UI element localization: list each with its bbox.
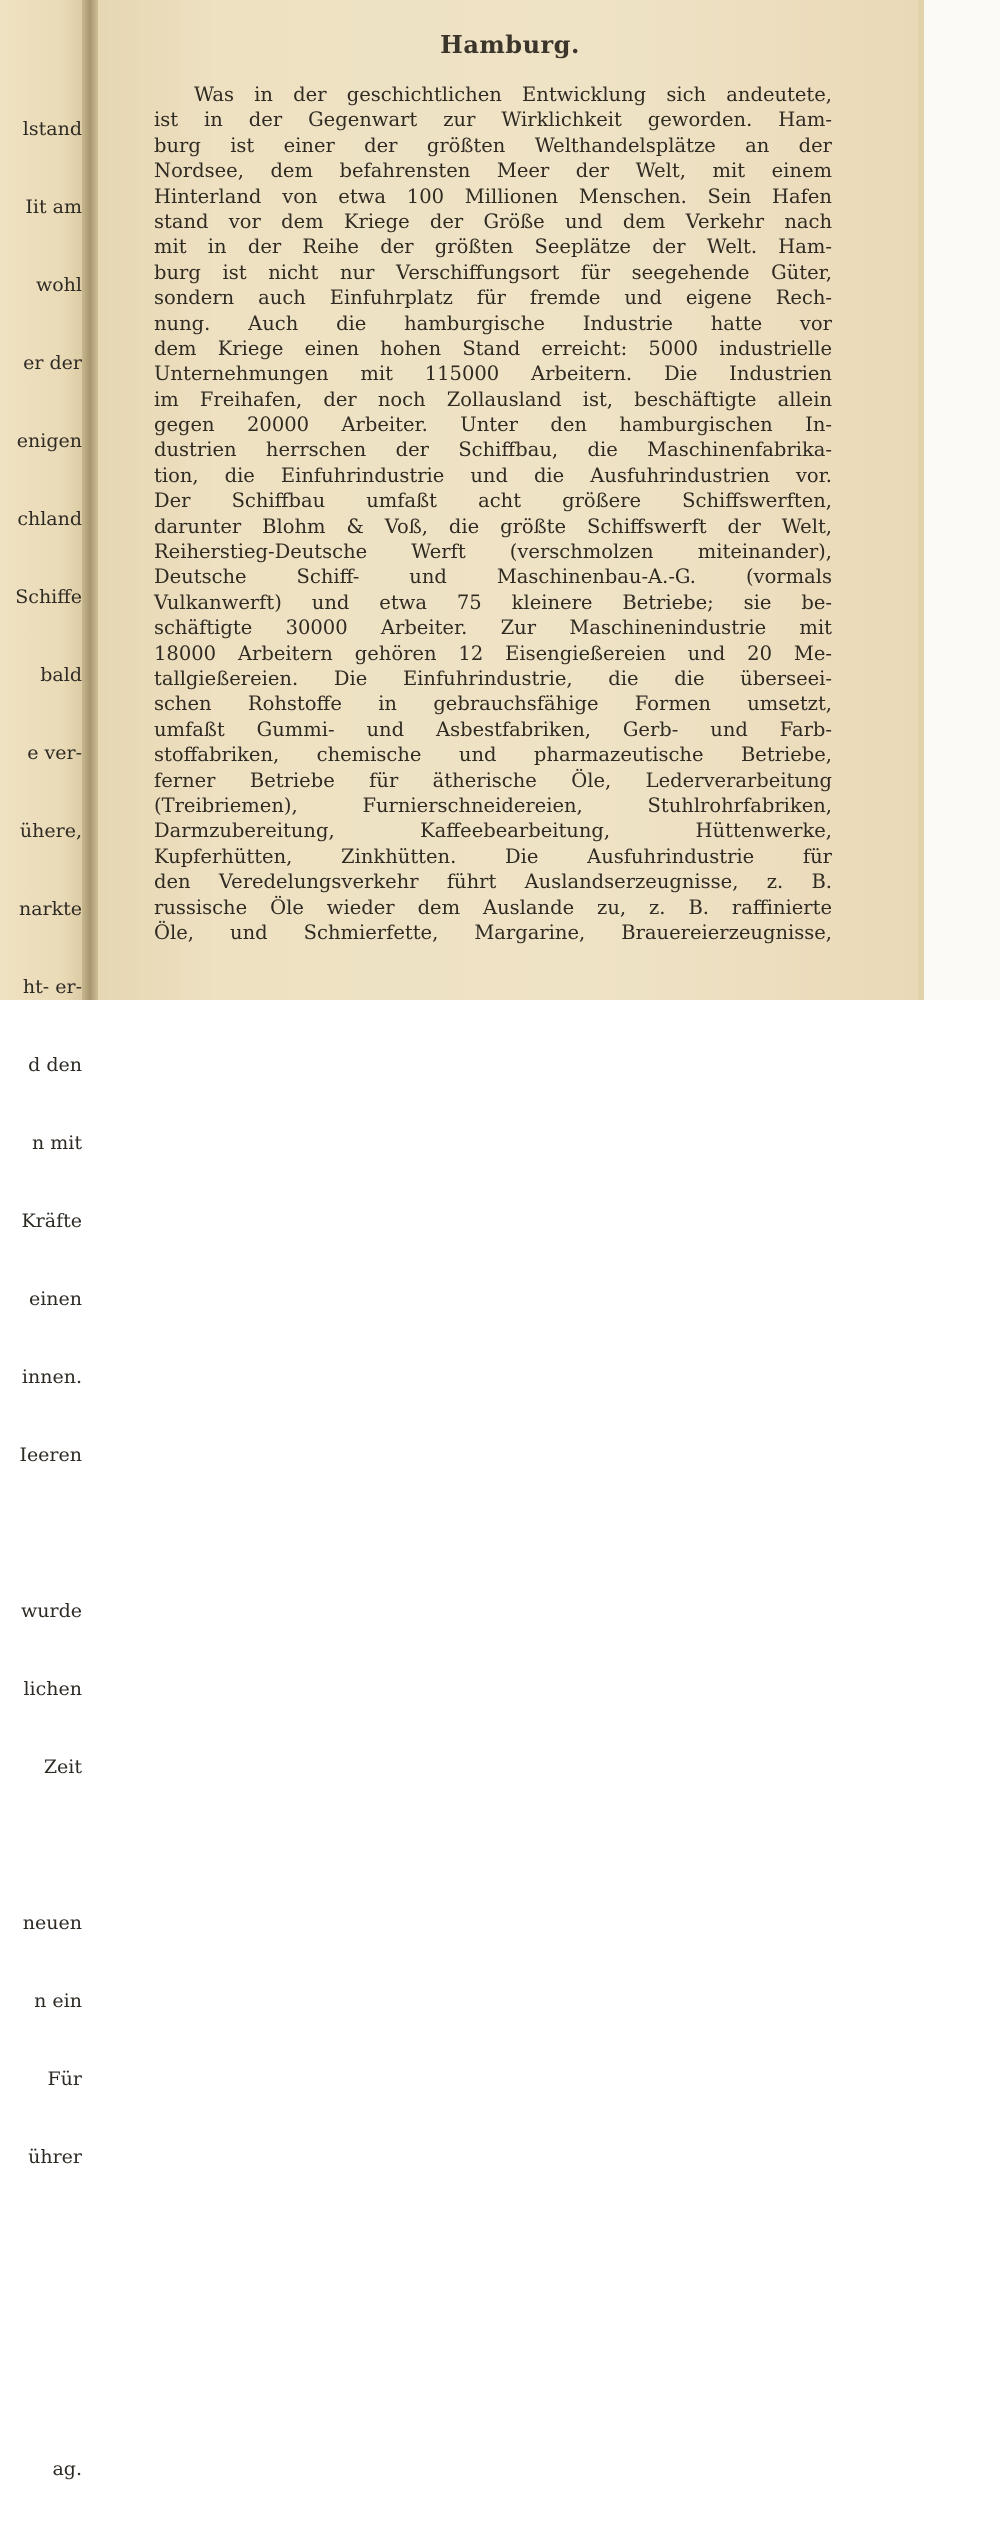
text-line: ist in der Gegenwart zur Wirklichkeit geworden. Ham- xyxy=(154,108,832,132)
text-line: umfaßt Gummi- und Asbestfabriken, Gerb- und Farb- xyxy=(154,717,832,741)
text-line: ferner Betriebe für ätherische Öle, Lederverarbeitung xyxy=(154,768,832,792)
left-line: ht- er- xyxy=(22,976,82,998)
text-line: dustrien herrschen der Schiffbau, die Maschinenfabrika- xyxy=(154,438,832,462)
text-line: sondern auch Einfuhrplatz für fremde und eigene Rech- xyxy=(154,286,832,310)
left-line: wurde xyxy=(21,1600,82,1622)
left-line: Für xyxy=(47,2068,82,2090)
text-line: Reiherstieg-Deutsche Werft (verschmolzen miteinander), xyxy=(154,540,832,564)
left-line: lichen xyxy=(23,1678,82,1700)
text-line: Unternehmungen mit 115000 Arbeitern. Die Industrien xyxy=(154,362,832,386)
text-line: mit in der Reihe der größten Seeplätze der Welt. Ham- xyxy=(154,235,832,259)
left-line: neuen xyxy=(22,1912,82,1934)
page-title: Hamburg. xyxy=(440,30,580,59)
text-line: stoffabriken, chemische und pharmazeutische Betriebe, xyxy=(154,743,832,767)
left-line: n ein xyxy=(34,1990,82,2012)
left-line: einen xyxy=(28,1288,82,1310)
left-line: ührer xyxy=(28,2146,82,2168)
text-line: Deutsche Schiff- und Maschinenbau-A.-G. (vormals xyxy=(154,565,832,589)
text-line: darunter Blohm & Voß, die größte Schiffswerft der Welt, xyxy=(154,514,832,538)
text-line: Vulkanwerft) und etwa 75 kleinere Betriebe; sie be- xyxy=(154,590,832,614)
text-line: im Freihafen, der noch Zollausland ist, beschäftigte allein xyxy=(154,387,832,411)
text-line: Der Schiffbau umfaßt acht größere Schiffswerften, xyxy=(154,489,832,513)
left-line: d den xyxy=(28,1054,82,1076)
text-line: Kupferhütten, Zinkhütten. Die Ausfuhrindustrie für xyxy=(154,844,832,868)
text-line: burg ist einer der größten Welthandelsplätze an der xyxy=(154,133,832,157)
text-line: 18000 Arbeitern gehören 12 Eisengießereien und 20 Me- xyxy=(154,641,832,665)
left-line: e ver- xyxy=(27,742,82,764)
left-line: Schiffe xyxy=(15,586,82,608)
left-line: ag. xyxy=(52,2458,82,2480)
text-line: burg ist nicht nur Verschiffungsort für seegehende Güter, xyxy=(154,260,832,284)
text-line: tion, die Einfuhrindustrie und die Ausfuhrindustrien vor. xyxy=(154,463,832,487)
left-line: er der xyxy=(23,352,82,374)
text-line: schen Rohstoffe in gebrauchsfähige Formen umsetzt, xyxy=(154,692,832,716)
left-line xyxy=(0,2222,82,2248)
text-line: Hinterland von etwa 100 Millionen Menschen. Sein Hafen xyxy=(154,184,832,208)
text-line: nung. Auch die hamburgische Industrie hatte vor xyxy=(154,311,832,335)
body-text xyxy=(154,82,832,945)
left-line: chland xyxy=(17,508,82,530)
text-line: gegen 20000 Arbeiter. Unter den hamburgischen In- xyxy=(154,413,832,437)
left-page xyxy=(0,0,88,2480)
text-line: Nordsee, dem befahrensten Meer der Welt, mit einem xyxy=(154,159,832,183)
text-line: Darmzubereitung, Kaffeebearbeitung, Hüttenwerke, xyxy=(154,819,832,843)
left-line xyxy=(0,1832,82,1858)
left-line xyxy=(0,2300,82,2326)
left-line: ühere, xyxy=(19,820,82,842)
left-line xyxy=(0,1520,82,1546)
left-line: wohl xyxy=(35,274,82,296)
text-line: schäftigte 30000 Arbeiter. Zur Maschinenindustrie mit xyxy=(154,616,832,640)
left-line: Iit am xyxy=(25,196,82,218)
left-page-text xyxy=(0,64,82,2534)
page-edge xyxy=(918,0,924,1000)
text-line: Öle, und Schmierfette, Margarine, Brauereierzeugnisse, xyxy=(154,920,832,944)
left-line: lstand xyxy=(22,118,82,140)
text-line: den Veredelungsverkehr führt Auslandserzeugnisse, z. B. xyxy=(154,870,832,894)
left-line: Ieeren xyxy=(19,1444,82,1466)
left-line: narkte xyxy=(18,898,82,920)
text-line: Was in der geschichtlichen Entwicklung sich andeutete, xyxy=(194,83,832,106)
left-line: innen. xyxy=(21,1366,82,1388)
left-line: Zeit xyxy=(43,1756,82,1778)
text-line: tallgießereien. Die Einfuhrindustrie, die die überseei- xyxy=(154,666,832,690)
left-line xyxy=(0,2378,82,2404)
text-line: stand vor dem Kriege der Größe und dem Verkehr nach xyxy=(154,209,832,233)
left-line: Kräfte xyxy=(21,1210,82,1232)
left-line: bald xyxy=(40,664,82,686)
text-line: dem Kriege einen hohen Stand erreicht: 5000 industrielle xyxy=(154,336,832,360)
left-line: n mit xyxy=(31,1132,82,1154)
text-line: (Treibriemen), Furnierschneidereien, Stuhlrohrfabriken, xyxy=(154,793,832,817)
left-line: enigen xyxy=(16,430,82,452)
text-line: russische Öle wieder dem Auslande zu, z. B. raffinierte xyxy=(154,895,832,919)
